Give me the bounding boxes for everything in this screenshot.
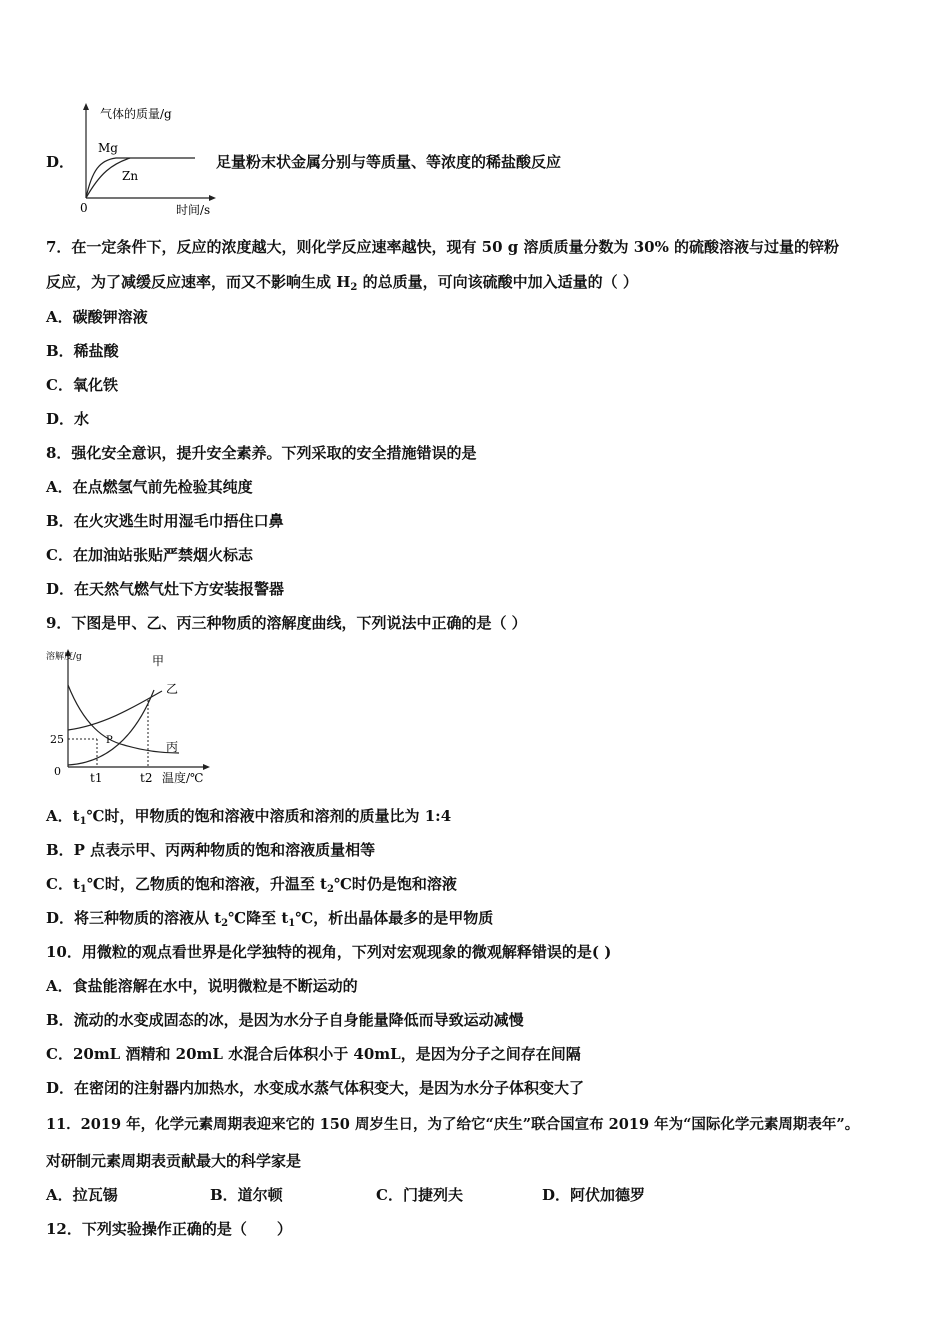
q6-origin-label: 0 — [80, 201, 88, 215]
q9-origin-label: 0 — [54, 765, 61, 778]
q10-option-a: A．食盐能溶解在水中，说明微粒是不断运动的 — [46, 977, 358, 995]
q11-option-b: B．道尔顿 — [210, 1186, 283, 1204]
q9-option-c: C．$t_1℃$时，乙物质的饱和溶液，升温至 $t_2℃$时仍是饱和溶液 — [46, 875, 457, 895]
q6-gas-mass-graph — [70, 98, 230, 220]
q9-p-label: P — [106, 735, 113, 746]
q9-bing-label: 丙 — [166, 740, 179, 754]
q10-option-d: D．在密闭的注射器内加热水，水变成水蒸气体积变大，是因为水分子体积变大了 — [46, 1079, 585, 1097]
q9-solubility-graph — [44, 645, 224, 790]
q6-option-d-text: 足量粉末状金属分别与等质量、等浓度的稀盐酸反应 — [216, 153, 562, 171]
q8-option-b: B．在火灾逃生时用湿毛巾捂住口鼻 — [46, 512, 284, 530]
q9-yi-label: 乙 — [166, 682, 179, 696]
q11-stem-line2: 对研制元素周期表贡献最大的科学家是 — [46, 1152, 302, 1170]
q9-option-a: A．$t_1℃$时，甲物质的饱和溶液中溶质和溶剂的质量比为 1:4 — [46, 807, 452, 827]
q10-stem: 10．用微粒的观点看世界是化学独特的视角，下列对宏观现象的微观解释错误的是( ) — [46, 943, 612, 961]
q6-mg-curve — [86, 158, 195, 198]
q7-option-d: D．水 — [46, 410, 90, 428]
q12-stem: 12．下列实验操作正确的是（ ） — [46, 1220, 292, 1238]
q6-x-label: 时间/s — [176, 203, 211, 217]
q8-option-d: D．在天然气燃气灶下方安装报警器 — [46, 580, 285, 598]
q10-option-c: C．20mL 酒精和 20mL 水混合后体积小于 40mL，是因为分子之间存在间隔 — [46, 1045, 581, 1063]
q6-option-d-label: D． — [46, 153, 75, 171]
q9-option-b: B．P 点表示甲、丙两种物质的饱和溶液质量相等 — [46, 841, 376, 859]
q7-option-c: C．氧化铁 — [46, 376, 118, 394]
q9-t1-label: t1 — [90, 771, 103, 785]
q8-option-a: A．在点燃氢气前先检验其纯度 — [46, 478, 253, 496]
q6-mg-label: Mg — [98, 141, 118, 155]
q9-y25-label: 25 — [50, 733, 64, 746]
q6-y-arrow — [83, 103, 89, 110]
q6-y-label: 气体的质量/g — [100, 107, 172, 121]
q7-stem-line2: 反应，为了减缓反应速率，而又不影响生成 $H_2$ 的总质量，可向该硫酸中加入适量的（ ） — [46, 273, 638, 293]
q9-t2-label: t2 — [140, 771, 153, 785]
q11-stem-line1: 11．2019 年，化学元素周期表迎来它的 150 周岁生日，为了给它“庆生”联合国宣布 2019 年为“国际化学元素周期表年”。 — [46, 1116, 860, 1133]
q9-stem: 9．下图是甲、乙、丙三种物质的溶解度曲线，下列说法中正确的是（ ） — [46, 614, 527, 632]
q9-y-label: 溶解度/g — [46, 652, 82, 662]
q7-stem-line1: 7．在一定条件下，反应的浓度越大，则化学反应速率越快，现有 50 g 溶质质量分数为 30% 的硫酸溶液与过量的锌粉 — [46, 238, 840, 256]
q9-jia-label: 甲 — [152, 654, 165, 668]
q6-zn-label: Zn — [122, 169, 139, 183]
q9-bing-curve — [68, 685, 179, 753]
q8-stem: 8．强化安全意识，提升安全素养。下列采取的安全措施错误的是 — [46, 444, 477, 462]
q11-option-a: A．拉瓦锡 — [46, 1186, 118, 1204]
q9-x-arrow — [203, 764, 210, 770]
q8-option-c: C．在加油站张贴严禁烟火标志 — [46, 546, 253, 564]
q11-option-c: C．门捷列夫 — [376, 1186, 463, 1204]
q10-option-b: B．流动的水变成固态的冰，是因为水分子自身能量降低而导致运动减慢 — [46, 1011, 524, 1029]
q11-option-d: D．阿伏加德罗 — [542, 1186, 646, 1204]
q9-option-d: D．将三种物质的溶液从 $t_2℃$降至 $t_1℃$，析出晶体最多的是甲物质 — [46, 909, 494, 929]
q7-option-a: A．碳酸钾溶液 — [46, 308, 148, 326]
q9-x-label: 温度/℃ — [162, 771, 204, 785]
q7-option-b: B．稀盐酸 — [46, 342, 119, 360]
q6-x-arrow — [209, 195, 216, 201]
